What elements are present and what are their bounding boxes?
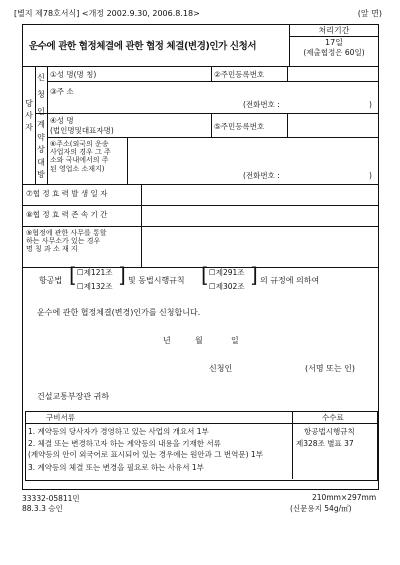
phone-close-2: ) (369, 171, 372, 180)
law-middle: 및 동법시행규칙 (128, 276, 185, 285)
application-form (22, 24, 379, 490)
paper-size: 210mm×297mm (312, 493, 377, 502)
processing-note: (제출협정은 60일) (303, 48, 365, 57)
processing-label: 처리기간 (318, 26, 350, 35)
validity-period-label: ⑧협 정 효 력 존 속 기 간 (26, 210, 108, 219)
name-label: ①성 명(명 칭) (50, 70, 97, 79)
phone-label-2: (전화번호 : (243, 171, 280, 180)
form-header (14, 8, 386, 20)
law-prefix: 항공법 (39, 276, 63, 285)
bracket-close-1: ] (118, 263, 126, 287)
request-text: 운수에 관한 협정체결(변경)인가를 신청합니다. (37, 308, 201, 317)
document-item-2: 2. 체결 또는 변경하고자 하는 계약등의 내용을 기재한 서류 (28, 439, 221, 448)
rep-name-sub: (법인명및대표자명) (50, 126, 114, 135)
paper-type: (신문용지 54g/㎡) (290, 504, 352, 513)
signature-placeholder: (서명 또는 인) (305, 364, 355, 373)
form-title: 운수에 관한 협정체결에 관한 협정 체결(변경)인가 신청서 (29, 41, 257, 52)
article-b2: ☐제302조 (209, 282, 245, 291)
phone-close-1: ) (369, 100, 372, 109)
document-item-2b: (계약등의 안이 외국어로 표시되어 있는 경우에는 원안과 그 번역문) 1부 (28, 450, 263, 459)
date-month: 월 (195, 336, 203, 345)
fee-line-2: 제328조 별표 37 (296, 439, 354, 448)
applicant-label: 신 청 인 (37, 73, 45, 116)
effective-date-label: ⑦협 정 효 력 발 생 일 자 (26, 189, 108, 198)
phone-label-1: (전화번호 : (243, 100, 280, 109)
resident-number-label: ②주민등록번호 (214, 70, 265, 79)
address-label: ③주 소 (50, 87, 74, 96)
date-year: 년 (163, 336, 171, 345)
bracket-open-1: [ (69, 263, 77, 287)
document-item-3: 3. 계약등의 체결 또는 변경을 필요로 하는 사유서 1부 (28, 463, 204, 472)
document-item-1: 1. 계약등의 당사자가 경영하고 있는 사업의 개요서 1부 (28, 427, 209, 436)
approval-date: 88.3.3 승인 (22, 504, 63, 513)
law-suffix: 의 규정에 의하여 (260, 276, 320, 285)
addressee: 건설교통부장관 귀하 (37, 392, 110, 401)
article-a2: ☐제132조 (77, 282, 113, 291)
counterpart-label: 계 약 상 대 방 (37, 120, 45, 179)
date-day: 일 (231, 336, 239, 345)
signer-label: 신청인 (209, 364, 233, 373)
bracket-open-2: [ (201, 263, 209, 287)
page-side: (앞 면) (357, 9, 382, 18)
documents-header: 구비서류 (46, 413, 75, 422)
article-a1: ☐제121조 (77, 268, 113, 277)
form-number: [별지 제78호서식] <개정 2002.9.30, 2006.8.18> (14, 9, 200, 18)
fee-header: 수수료 (322, 413, 344, 422)
required-documents-box (25, 411, 378, 481)
article-b1: ☐제291조 (209, 268, 245, 277)
processing-days: 17일 (325, 38, 343, 47)
office-label: ⑨협정에 관한 사무를 통할 하는 사무소가 있는 경우 명 칭 과 소 재 지 (26, 229, 107, 254)
form-code: 33332-05811민 (22, 494, 80, 503)
foreign-address-label: ⑥주소(외국의 운송 사업자의 경우 그 주 소와 국내에서의 주 된 영업소 소재지) (50, 140, 111, 173)
rep-name-label: ④성 명 (50, 116, 74, 125)
fee-line-1: 항공법시행규칙 (304, 427, 355, 436)
bracket-close-2: ] (250, 263, 258, 287)
party-label: 당 사 자 (25, 99, 33, 132)
rep-resident-label: ⑤주민등록번호 (214, 122, 265, 131)
